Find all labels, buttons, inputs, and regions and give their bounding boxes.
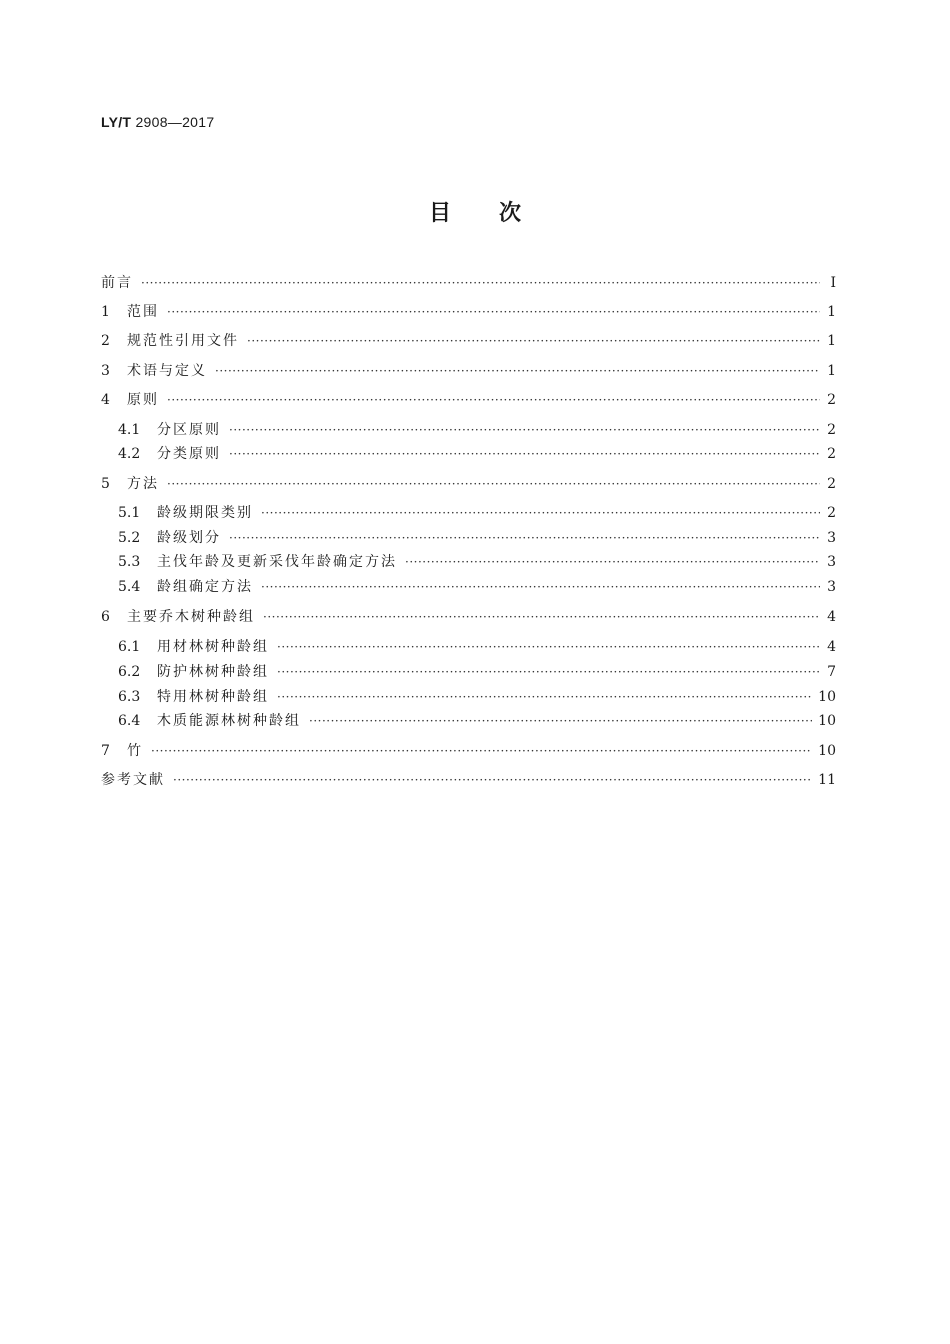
toc-entry-label: 规范性引用文件 — [127, 333, 239, 349]
dot-leader — [167, 477, 820, 491]
toc-entry-number: 4 — [101, 392, 110, 408]
toc-entry-label: 术语与定义 — [127, 363, 207, 379]
toc-entry-page: 4 — [827, 609, 836, 625]
toc-entry-number: 6.2 — [118, 664, 141, 680]
toc-entry-label: 竹 — [127, 743, 143, 759]
toc-entry[interactable] — [101, 769, 836, 789]
toc-entry-number: 4.2 — [118, 446, 141, 462]
standard-code-number: 2908—2017 — [131, 114, 215, 130]
toc-entry-number: 5.1 — [118, 505, 141, 521]
toc-entry-page: 1 — [827, 333, 836, 349]
toc-entry-page: 3 — [827, 554, 836, 570]
toc-entry-label: 前言 — [101, 275, 133, 291]
toc-entry-number: 6.4 — [118, 713, 141, 729]
toc-entry[interactable] — [101, 389, 836, 409]
toc-entry-label: 方法 — [127, 476, 159, 492]
toc-entry-page: 1 — [827, 304, 836, 320]
toc-entry-number: 2 — [101, 333, 110, 349]
dot-leader — [167, 305, 820, 319]
toc-entry[interactable] — [101, 502, 836, 522]
toc-entry-label: 主要乔木树种龄组 — [127, 609, 255, 625]
toc-entry-page: 3 — [827, 579, 836, 595]
toc-entry-label: 分类原则 — [157, 446, 221, 462]
toc-entry[interactable] — [101, 740, 836, 760]
dot-leader — [229, 423, 820, 437]
title-char-2: 次 — [499, 201, 522, 226]
toc-entry-page: 7 — [827, 664, 836, 680]
toc-entry[interactable] — [101, 686, 836, 706]
dot-leader — [247, 334, 820, 348]
toc-entry-label: 分区原则 — [157, 422, 221, 438]
toc-entry-label: 特用林树种龄组 — [157, 689, 269, 705]
toc-entry-label: 原则 — [127, 392, 159, 408]
dot-leader — [141, 276, 820, 290]
toc-entry-label: 参考文献 — [101, 772, 165, 788]
toc-entry[interactable] — [101, 330, 836, 350]
dot-leader — [261, 506, 820, 520]
toc-entry-page: 11 — [818, 772, 836, 788]
toc-entry-page: 2 — [827, 422, 836, 438]
dot-leader — [405, 555, 820, 569]
toc-entry-page: 3 — [827, 530, 836, 546]
toc-entry-label: 防护林树种龄组 — [157, 664, 269, 680]
toc-entry[interactable] — [101, 473, 836, 493]
dot-leader — [229, 447, 820, 461]
toc-entry-number: 5.3 — [118, 554, 141, 570]
toc-entry-number: 7 — [101, 743, 110, 759]
toc-entry-label: 龄级期限类别 — [157, 505, 253, 521]
toc-entry-label: 龄组确定方法 — [157, 579, 253, 595]
toc-entry-page: 10 — [818, 713, 836, 729]
toc-entry[interactable] — [101, 527, 836, 547]
dot-leader — [277, 640, 820, 654]
toc-entry-number: 6.3 — [118, 689, 141, 705]
toc-entry[interactable] — [101, 551, 836, 571]
toc-entry-page: 2 — [827, 392, 836, 408]
toc-entry-page: 4 — [827, 639, 836, 655]
dot-leader — [261, 580, 820, 594]
toc-entry[interactable] — [101, 419, 836, 439]
toc-entry-number: 5 — [101, 476, 110, 492]
toc-entry-page: 2 — [827, 476, 836, 492]
dot-leader — [173, 773, 812, 787]
toc-entry-label: 范围 — [127, 304, 159, 320]
toc-entry-number: 5.4 — [118, 579, 141, 595]
toc-entry[interactable] — [101, 301, 836, 321]
toc-entry-label: 龄级划分 — [157, 530, 221, 546]
toc-entry[interactable] — [101, 576, 836, 596]
toc-entry-page: 2 — [827, 446, 836, 462]
dot-leader — [277, 665, 820, 679]
dot-leader — [309, 714, 812, 728]
toc-entry[interactable] — [101, 360, 836, 380]
standard-code — [101, 114, 214, 130]
toc-entry-number: 5.2 — [118, 530, 141, 546]
toc-entry-number: 6.1 — [118, 639, 141, 655]
toc-entry-page: 2 — [827, 505, 836, 521]
toc-entry-number: 6 — [101, 609, 110, 625]
title-char-1: 目 — [428, 201, 451, 226]
toc-entry-label: 主伐年龄及更新采伐年龄确定方法 — [157, 554, 397, 570]
toc-entry[interactable] — [101, 710, 836, 730]
dot-leader — [215, 364, 820, 378]
dot-leader — [151, 744, 812, 758]
dot-leader — [277, 690, 812, 704]
toc-entry-label: 木质能源林树种龄组 — [157, 713, 301, 729]
dot-leader — [263, 610, 820, 624]
toc-entry-number: 4.1 — [118, 422, 141, 438]
toc-entry[interactable] — [101, 443, 836, 463]
toc-entry-label: 用材林树种龄组 — [157, 639, 269, 655]
page-title — [0, 196, 950, 227]
toc-entry[interactable] — [101, 636, 836, 656]
toc-entry-page: 10 — [818, 689, 836, 705]
toc-entry-number: 3 — [101, 363, 110, 379]
standard-code-prefix: LY/T — [101, 114, 132, 130]
toc-entry-number: 1 — [101, 304, 110, 320]
toc-entry[interactable] — [101, 606, 836, 626]
toc-entry[interactable] — [101, 661, 836, 681]
toc-entry-page: 10 — [818, 743, 836, 759]
toc-entry-page: 1 — [827, 363, 836, 379]
toc-entry[interactable] — [101, 272, 836, 292]
dot-leader — [167, 393, 820, 407]
dot-leader — [229, 531, 820, 545]
toc-entry-page: Ⅰ — [830, 275, 836, 291]
